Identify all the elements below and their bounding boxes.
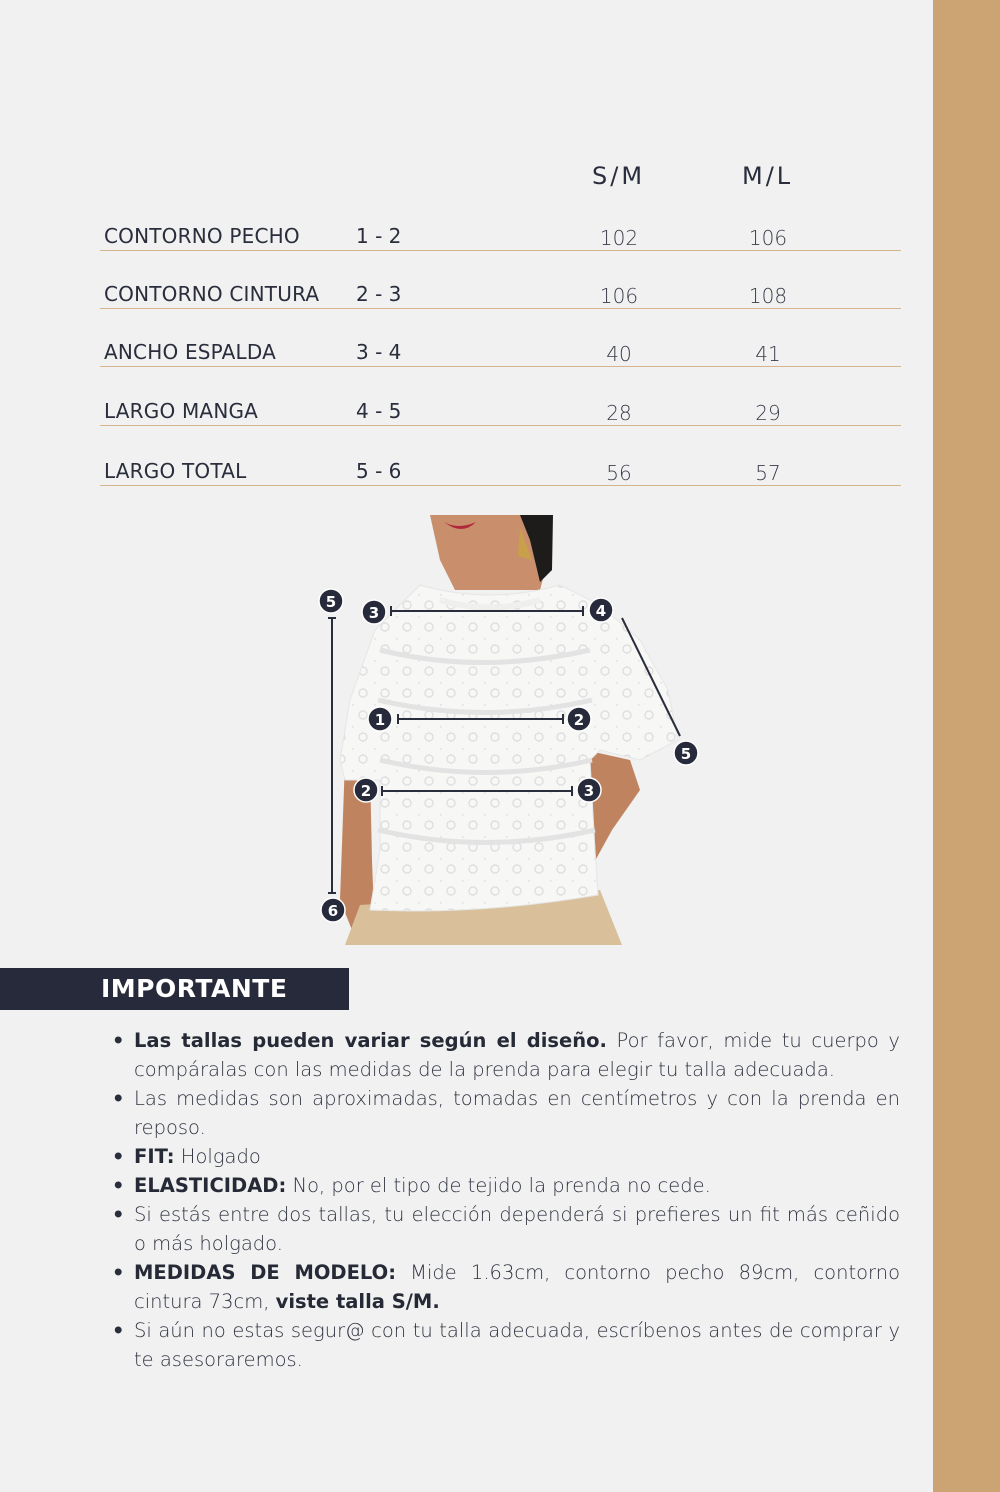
marker-3-top <box>362 600 386 624</box>
note-text: Si aún no estas segur@ con tu talla adecuada, escríbenos antes de comprar y te asesoraremos. <box>134 1319 900 1371</box>
measure-points: 1 - 2 <box>356 224 402 248</box>
note-text: Holgado <box>174 1145 261 1168</box>
size-header-sm: S/M <box>592 162 646 190</box>
list-item <box>112 1142 900 1171</box>
marker-2-waist <box>354 778 378 802</box>
table-row <box>100 308 901 367</box>
measure-label: LARGO MANGA <box>104 399 259 423</box>
note-bold: FIT: <box>134 1145 175 1168</box>
note-bold: MEDIDAS DE MODELO: <box>134 1261 397 1284</box>
list-item <box>112 1200 900 1258</box>
list-item <box>112 1026 900 1084</box>
measure-points: 3 - 4 <box>356 340 402 364</box>
size-header-ml: M/L <box>742 162 794 190</box>
marker-5-sleeve <box>674 741 698 765</box>
marker-6 <box>321 898 345 922</box>
importante-header-bar <box>0 968 349 1010</box>
value-ml: 57 <box>755 461 781 485</box>
note-text: No, por el tipo de tejido la prenda no cede. <box>286 1174 711 1197</box>
marker-5-top <box>319 589 343 613</box>
measure-label: CONTORNO PECHO <box>104 224 300 248</box>
note-bold: Las tallas pueden variar según el diseño. <box>134 1029 607 1052</box>
table-row <box>100 367 901 426</box>
value-ml: 106 <box>748 226 788 250</box>
measure-points: 5 - 6 <box>356 459 402 483</box>
note-text: Por favor, mide tu cuerpo y compáralas con las medidas de la prenda para elegir tu talla adecuada. <box>134 1029 900 1081</box>
value-sm: 40 <box>606 342 632 366</box>
table-row <box>100 427 901 486</box>
accent-side-band <box>933 0 1000 1492</box>
note-text: Si estás entre dos tallas, tu elección dependerá si prefieres un fit más ceñido o más holgado. <box>134 1203 900 1255</box>
value-ml: 29 <box>755 401 781 425</box>
measure-label: ANCHO ESPALDA <box>104 340 277 364</box>
svg-text:3: 3 <box>583 782 595 800</box>
svg-text:2: 2 <box>573 711 585 729</box>
list-item <box>112 1084 900 1142</box>
marker-1 <box>368 707 392 731</box>
list-item <box>112 1171 900 1200</box>
value-sm: 56 <box>606 461 632 485</box>
svg-text:2: 2 <box>360 782 372 800</box>
measure-points: 4 - 5 <box>356 399 402 423</box>
table-row <box>100 250 901 309</box>
list-item <box>112 1316 900 1374</box>
importante-title: IMPORTANTE <box>101 974 288 1003</box>
marker-4 <box>589 598 613 622</box>
measure-label: CONTORNO CINTURA <box>104 282 320 306</box>
svg-text:5: 5 <box>325 593 337 611</box>
svg-text:4: 4 <box>595 602 607 620</box>
importante-list <box>112 1026 900 1374</box>
value-sm: 102 <box>599 226 639 250</box>
value-ml: 41 <box>755 342 781 366</box>
measure-points: 2 - 3 <box>356 282 402 306</box>
note-bold: ELASTICIDAD: <box>134 1174 287 1197</box>
svg-text:6: 6 <box>327 902 339 920</box>
value-ml: 108 <box>748 284 788 308</box>
marker-2-chest <box>567 707 591 731</box>
marker-3-waist <box>577 778 601 802</box>
svg-text:1: 1 <box>374 711 386 729</box>
list-item <box>112 1258 900 1316</box>
value-sm: 28 <box>606 401 632 425</box>
note-text: Las medidas son aproximadas, tomadas en centímetros y con la prenda en reposo. <box>134 1087 900 1139</box>
svg-text:3: 3 <box>368 604 380 622</box>
svg-text:5: 5 <box>680 745 692 763</box>
value-sm: 106 <box>599 284 639 308</box>
measure-label: LARGO TOTAL <box>104 459 247 483</box>
note-text: Mide 1.63cm, contorno pecho 89cm, contorno cintura 73cm, <box>134 1261 901 1313</box>
table-row <box>100 192 901 251</box>
product-photo-diagram <box>300 515 720 945</box>
note-bold: viste talla S/M. <box>275 1290 440 1313</box>
